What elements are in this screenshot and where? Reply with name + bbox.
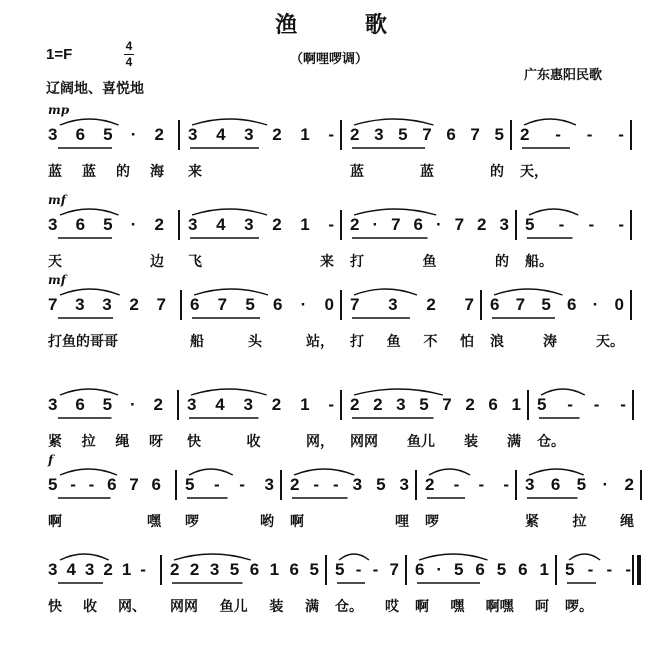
note: · <box>592 295 599 314</box>
note: 5 <box>453 560 464 579</box>
note: 3 <box>84 560 95 579</box>
lyric-syllable: 拉 <box>81 434 96 450</box>
slur <box>192 209 267 215</box>
lyric-syllable: 收 <box>246 434 261 450</box>
note: 3 <box>75 295 85 314</box>
note: - <box>239 475 245 494</box>
note: 3 <box>396 395 406 414</box>
slur <box>529 209 578 215</box>
lyric-syllable: 头 <box>248 334 262 350</box>
note: · <box>129 395 136 414</box>
note: - <box>328 395 334 414</box>
song-title: 渔 歌 <box>275 13 417 38</box>
lyric-syllable: 呀 <box>148 434 163 450</box>
note: 3 <box>102 295 112 314</box>
note: 5 <box>537 395 547 414</box>
slur <box>60 469 117 475</box>
note: 3 <box>209 560 220 579</box>
note: 7 <box>422 125 432 144</box>
lyric-syllable: 蓝 <box>420 164 434 180</box>
lyric-syllable: 网网 <box>170 599 198 615</box>
note: 7 <box>391 215 401 234</box>
lyric-syllable: 啊 <box>415 599 429 615</box>
note: 7 <box>129 475 139 494</box>
lyric-syllable: 蓝 <box>350 164 364 180</box>
note: 5 <box>245 295 255 314</box>
note: 6 <box>488 395 498 414</box>
lyric-syllable: 快 <box>187 434 201 450</box>
note: 7 <box>389 560 399 579</box>
note: 6 <box>249 560 260 579</box>
lyric-syllable: 站， <box>306 334 334 350</box>
slur <box>194 289 268 295</box>
slur <box>494 289 563 295</box>
note: 2 <box>350 215 360 234</box>
slur <box>339 554 369 560</box>
note: - <box>333 475 339 494</box>
note: 2 <box>350 125 360 144</box>
note: 3 <box>399 475 409 494</box>
lyric-syllable: 啊 <box>48 514 62 530</box>
note: - <box>328 215 334 234</box>
note: 6 <box>550 475 561 494</box>
note: 2 <box>290 475 300 494</box>
note: 2 <box>350 395 360 414</box>
note: 5 <box>103 125 113 144</box>
note: 6 <box>75 215 86 234</box>
note: - <box>555 125 561 144</box>
note: - <box>88 475 95 494</box>
note: 5 <box>335 560 345 579</box>
lyric-syllable: 哩 <box>395 514 409 530</box>
note: - <box>214 475 220 494</box>
note: - <box>586 125 593 144</box>
lyric-syllable: 装 <box>464 434 478 450</box>
note: 2 <box>272 215 282 234</box>
note: 5 <box>541 295 551 314</box>
slur <box>419 554 488 560</box>
lyric-syllable: 满 <box>304 599 319 615</box>
tempo-marking: 辽阔地、喜悦地 <box>46 81 144 97</box>
song-source: 广东惠阳民歌 <box>524 68 603 83</box>
note: 7 <box>156 295 166 314</box>
slur <box>60 209 119 215</box>
note: 2 <box>129 295 139 314</box>
note: 5 <box>309 560 319 579</box>
lyric-syllable: 来 <box>320 254 334 270</box>
note: 2 <box>373 395 383 414</box>
slur <box>354 289 417 295</box>
note: 5 <box>48 475 58 494</box>
note: 3 <box>48 215 58 234</box>
note: 5 <box>103 215 113 234</box>
note: 2 <box>426 295 436 314</box>
note: 6 <box>475 560 485 579</box>
note: 2 <box>103 560 113 579</box>
lyric-syllable: 浪 <box>490 334 504 350</box>
slur <box>541 389 585 395</box>
note: - <box>70 475 76 494</box>
note: 7 <box>217 295 228 314</box>
slur <box>569 554 600 560</box>
lyric-syllable: 打 <box>350 254 364 270</box>
note: 1 <box>511 395 521 414</box>
slur <box>192 119 267 125</box>
note: · <box>130 215 137 234</box>
lyric-syllable: 满 <box>507 434 521 450</box>
note: 3 <box>499 215 509 234</box>
lyric-syllable: 啊嘿 <box>485 599 514 615</box>
note: - <box>625 560 631 579</box>
song-subtitle: （啊哩啰调） <box>290 52 369 67</box>
note: 5 <box>185 475 195 494</box>
note: 4 <box>216 215 226 234</box>
note: 3 <box>388 295 398 314</box>
lyric-syllable: 鱼儿 <box>407 434 435 450</box>
lyric-syllable: 网网 <box>350 434 378 450</box>
lyric-syllable: 啰 <box>425 514 439 530</box>
note: 5 <box>576 475 587 494</box>
note: 2 <box>189 560 200 579</box>
note: - <box>606 560 613 579</box>
note: 6 <box>289 560 299 579</box>
slur <box>60 119 119 125</box>
note: 3 <box>188 215 198 234</box>
note: 5 <box>398 125 408 144</box>
note: 5 <box>494 125 504 144</box>
slur <box>191 389 267 395</box>
lyric-syllable: 紧 <box>525 514 539 530</box>
note: 2 <box>272 125 282 144</box>
slur <box>60 554 109 560</box>
lyric-syllable: 怕 <box>459 334 474 350</box>
lyric-syllable: 不 <box>423 334 438 350</box>
note: - <box>372 560 379 579</box>
note: 7 <box>442 395 452 414</box>
note: 7 <box>470 125 480 144</box>
note: 6 <box>415 560 425 579</box>
note: 5 <box>496 560 507 579</box>
note: - <box>503 475 509 494</box>
note: · <box>435 215 442 234</box>
note: 5 <box>102 395 113 414</box>
note: 3 <box>374 125 384 144</box>
lyric-syllable: 船。 <box>525 254 553 270</box>
lyric-syllable: 船 <box>190 334 204 350</box>
lyric-syllable: 仓。 <box>537 434 565 450</box>
lyric-syllable: 鱼儿 <box>219 599 248 615</box>
note: 1 <box>539 560 549 579</box>
lyric-syllable: 来 <box>188 164 202 180</box>
slur <box>60 389 118 395</box>
lyric-syllable: 收 <box>83 599 97 615</box>
meter-top: 4 <box>125 39 133 53</box>
note: 0 <box>614 295 624 314</box>
note: 3 <box>243 395 253 414</box>
note: 6 <box>190 295 200 314</box>
lyric-syllable: 打 <box>350 334 364 350</box>
lyric-syllable: 天， <box>520 164 548 180</box>
note: 6 <box>566 295 577 314</box>
lyric-syllable: 嘿 <box>450 599 465 615</box>
note: - <box>593 395 600 414</box>
dynamic-marking: f <box>48 453 54 467</box>
lyric-syllable: 天 <box>48 254 62 270</box>
note: 5 <box>565 560 575 579</box>
slur <box>524 119 576 125</box>
note: 7 <box>515 295 526 314</box>
lyric-syllable: 啰 <box>185 514 199 530</box>
note: 2 <box>477 215 487 234</box>
note: 1 <box>300 215 310 234</box>
lyric-syllable: 绳 <box>115 434 130 450</box>
slur <box>429 469 470 475</box>
lyric-syllable: 的 <box>490 164 504 180</box>
lyric-syllable: 拉 <box>572 514 587 530</box>
slur <box>354 389 443 395</box>
note: 1 <box>300 125 310 144</box>
note: 3 <box>48 125 58 144</box>
note: 3 <box>48 395 58 414</box>
note: 5 <box>376 475 386 494</box>
note: 3 <box>352 475 363 494</box>
note: 3 <box>264 475 274 494</box>
note: - <box>453 475 460 494</box>
note: 6 <box>413 215 423 234</box>
dynamic-marking: mf <box>48 273 66 287</box>
note: 3 <box>525 475 535 494</box>
lyric-syllable: 蓝 <box>48 164 62 180</box>
note: · <box>300 295 307 314</box>
note: 3 <box>187 395 197 414</box>
note: 1 <box>121 560 132 579</box>
dynamic-marking: mf <box>48 193 66 207</box>
note: 6 <box>75 125 86 144</box>
note: 3 <box>244 215 254 234</box>
lyric-syllable: 打鱼的哥哥 <box>48 334 118 350</box>
note: - <box>558 215 565 234</box>
lyric-syllable: 鱼 <box>386 334 401 350</box>
lyric-syllable: 网、 <box>118 599 146 615</box>
note: · <box>436 560 443 579</box>
note: - <box>587 560 594 579</box>
note: 2 <box>271 395 282 414</box>
lyric-syllable: 哎 <box>385 599 399 615</box>
note: 6 <box>446 125 456 144</box>
note: 6 <box>75 395 85 414</box>
slur <box>529 469 584 475</box>
note: 6 <box>490 295 500 314</box>
lyric-syllable: 天。 <box>596 334 624 350</box>
note: 7 <box>454 215 465 234</box>
slur <box>189 469 233 475</box>
slur <box>354 209 436 215</box>
note: 0 <box>324 295 334 314</box>
lyric-syllable: 啊 <box>290 514 304 530</box>
lyric-syllable: 快 <box>48 599 62 615</box>
slur <box>354 119 434 125</box>
note: 5 <box>419 395 429 414</box>
lyric-syllable: 涛 <box>543 334 557 350</box>
slur <box>60 289 120 295</box>
note: 6 <box>272 295 283 314</box>
note: - <box>355 560 362 579</box>
note: - <box>620 395 626 414</box>
note: 3 <box>48 560 58 579</box>
lyric-syllable: 鱼 <box>422 254 437 270</box>
note: 2 <box>425 475 435 494</box>
note: 6 <box>151 475 161 494</box>
note: 2 <box>154 215 164 234</box>
lyric-syllable: 网， <box>306 434 334 450</box>
note: 6 <box>518 560 528 579</box>
note: 6 <box>107 475 117 494</box>
lyric-syllable: 海 <box>150 164 164 180</box>
note: · <box>602 475 609 494</box>
note: - <box>567 395 573 414</box>
note: 1 <box>300 395 310 414</box>
lyric-syllable: 呵 <box>534 599 549 615</box>
note: - <box>618 215 624 234</box>
note: - <box>588 215 595 234</box>
lyric-syllable: 绳 <box>620 514 634 530</box>
note: - <box>618 125 624 144</box>
note: - <box>313 475 320 494</box>
lyric-syllable: 的 <box>116 164 130 180</box>
lyric-syllable: 的 <box>495 254 509 270</box>
lyric-syllable: 紧 <box>48 434 62 450</box>
lyric-syllable: 飞 <box>188 254 202 270</box>
note: 3 <box>244 125 254 144</box>
note: 4 <box>215 395 225 414</box>
note: 2 <box>624 475 634 494</box>
note: 7 <box>48 295 58 314</box>
note: - <box>328 125 334 144</box>
note: 2 <box>170 560 180 579</box>
lyric-syllable: 装 <box>269 599 284 615</box>
lyric-syllable: 边 <box>150 254 164 270</box>
note: 4 <box>216 125 226 144</box>
note: · <box>130 125 137 144</box>
note: - <box>478 475 485 494</box>
note: · <box>372 215 379 234</box>
note: 2 <box>465 395 475 414</box>
lyric-syllable: 啰。 <box>565 599 593 615</box>
dynamic-marking: mp <box>48 103 70 117</box>
note: 5 <box>229 560 240 579</box>
note: - <box>140 560 146 579</box>
note: 1 <box>269 560 280 579</box>
note: 4 <box>66 560 76 579</box>
slur <box>174 554 251 560</box>
lyric-syllable: 哟 <box>260 514 274 530</box>
meter-bottom: 4 <box>125 55 133 69</box>
note: 2 <box>520 125 530 144</box>
note: 2 <box>153 395 163 414</box>
note: 2 <box>154 125 164 144</box>
key-signature: 1=F <box>46 46 73 63</box>
note: 7 <box>464 295 474 314</box>
lyric-syllable: 嘿 <box>147 514 161 530</box>
note: 7 <box>350 295 360 314</box>
note: 5 <box>525 215 535 234</box>
slur <box>294 469 354 475</box>
lyric-syllable: 仓。 <box>335 599 363 615</box>
lyric-syllable: 蓝 <box>82 164 96 180</box>
note: 3 <box>188 125 198 144</box>
